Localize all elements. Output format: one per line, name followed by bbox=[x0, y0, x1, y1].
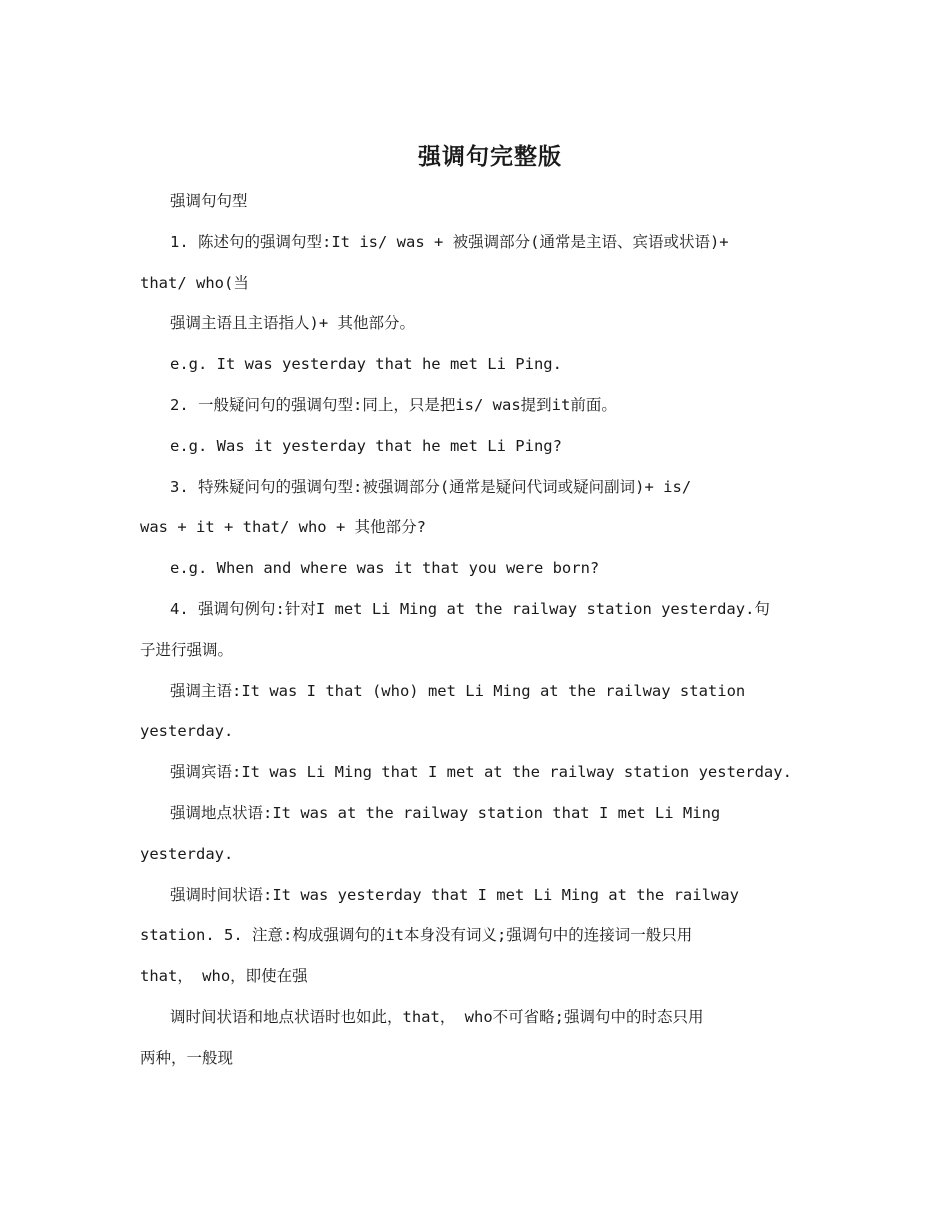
text-line: 强调地点状语:It was at the railway station that I met Li Ming bbox=[170, 803, 721, 822]
text-line: e.g. Was it yesterday that he met Li Ping? bbox=[170, 436, 562, 455]
text-line: 2. 一般疑问句的强调句型:同上，只是把is/ was提到it前面。 bbox=[170, 395, 617, 414]
text-line: 1. 陈述句的强调句型:It is/ was + 被强调部分(通常是主语、宾语或状语)+ bbox=[170, 232, 729, 251]
text-line: 子进行强调。 bbox=[140, 640, 234, 659]
text-line: yesterday. bbox=[140, 844, 234, 863]
text-line: e.g. When and where was it that you were born? bbox=[170, 559, 600, 578]
text-line: that/ who(当 bbox=[140, 273, 249, 292]
text-line: 强调主语:It was I that (who) met Li Ming at the railway station bbox=[170, 681, 746, 700]
text-line: 3. 特殊疑问句的强调句型:被强调部分(通常是疑问代词或疑问副词)+ is/ bbox=[170, 477, 692, 496]
text-line: e.g. It was yesterday that he met Li Ping. bbox=[170, 355, 562, 374]
text-line: 强调时间状语:It was yesterday that I met Li Ming at the railway bbox=[170, 885, 739, 904]
document-title: 强调句完整版 bbox=[418, 143, 562, 170]
text-line: 强调宾语:It was Li Ming that I met at the railway station yesterday. bbox=[170, 763, 792, 782]
document-body bbox=[140, 181, 820, 1079]
text-line: that， who，即使在强 bbox=[140, 967, 308, 986]
text-line: yesterday. bbox=[140, 722, 234, 741]
text-line: was + it + that/ who + 其他部分? bbox=[140, 518, 426, 537]
text-line: 4. 强调句例句:针对I met Li Ming at the railway station yesterday.句 bbox=[170, 599, 770, 618]
text-line: 强调主语且主语指人)+ 其他部分。 bbox=[170, 314, 415, 333]
text-line: 两种，一般现 bbox=[140, 1048, 234, 1067]
text-line: station. 5. 注意:构成强调句的it本身没有词义;强调句中的连接词一般只用 bbox=[140, 926, 693, 945]
text-line: 强调句句型 bbox=[170, 192, 248, 210]
text-line: 调时间状语和地点状语时也如此，that， who不可省略;强调句中的时态只用 bbox=[170, 1007, 704, 1026]
